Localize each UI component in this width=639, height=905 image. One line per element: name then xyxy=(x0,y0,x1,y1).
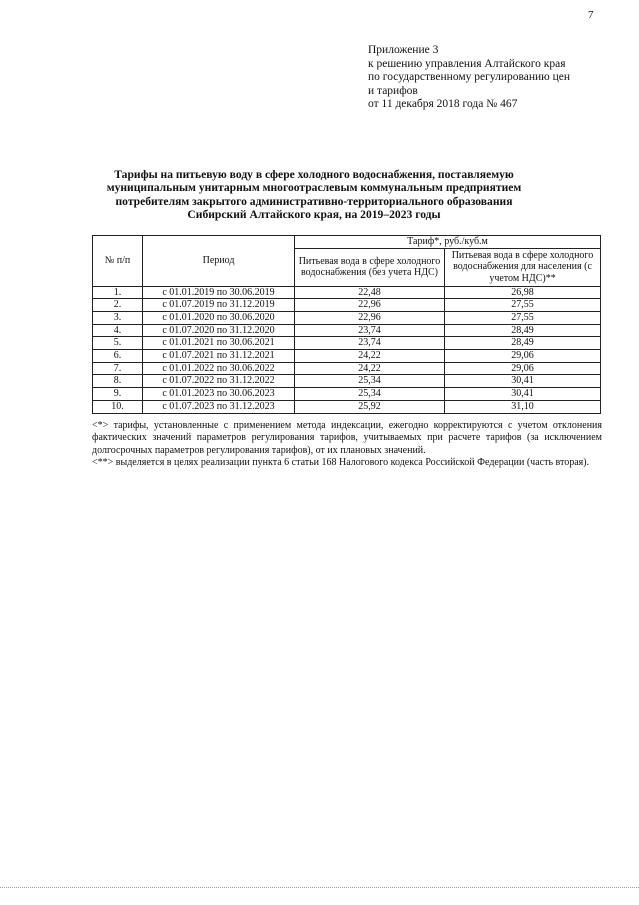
row-tariff-with-vat-cell: 27,55 xyxy=(445,311,601,324)
row-period-cell: с 01.01.2020 по 30.06.2020 xyxy=(143,311,295,324)
row-tariff-no-vat-cell: 25,34 xyxy=(295,388,445,401)
appendix-reference xyxy=(368,44,570,112)
row-period-cell: с 01.01.2021 по 30.06.2021 xyxy=(143,337,295,350)
table-row xyxy=(93,375,601,388)
row-period-cell: с 01.01.2019 по 30.06.2019 xyxy=(143,286,295,299)
row-number-cell: 7. xyxy=(93,362,143,375)
table-row xyxy=(93,337,601,350)
row-tariff-no-vat-cell: 24,22 xyxy=(295,350,445,363)
row-tariff-no-vat-cell: 22,48 xyxy=(295,286,445,299)
row-number-cell: 6. xyxy=(93,350,143,363)
title-line: Тарифы на питьевую воду в сфере холодного водоснабжения, поставляемую xyxy=(114,168,514,181)
appendix-line: от 11 декабря 2018 года № 467 xyxy=(368,98,518,111)
row-tariff-with-vat-cell: 29,06 xyxy=(445,350,601,363)
header-no-vat: Питьевая вода в сфере холодного водоснабжения (без учета НДС) xyxy=(295,248,445,286)
page-number: 7 xyxy=(588,9,594,21)
footnotes xyxy=(92,420,602,469)
row-period-cell: с 01.07.2021 по 31.12.2021 xyxy=(143,350,295,363)
row-number-cell: 2. xyxy=(93,299,143,312)
table-row xyxy=(93,286,601,299)
row-period-cell: с 01.07.2022 по 31.12.2022 xyxy=(143,375,295,388)
row-tariff-with-vat-cell: 27,55 xyxy=(445,299,601,312)
row-number-cell: 3. xyxy=(93,311,143,324)
row-tariff-no-vat-cell: 23,74 xyxy=(295,324,445,337)
header-with-vat: Питьевая вода в сфере холодного водоснабжения для населения (с учетом НДС)** xyxy=(445,248,601,286)
appendix-line: к решению управления Алтайского края xyxy=(368,57,566,70)
row-period-cell: с 01.07.2020 по 31.12.2020 xyxy=(143,324,295,337)
row-tariff-with-vat-cell: 31,10 xyxy=(445,400,601,413)
title-line: потребителям закрытого административно-территориального образования xyxy=(115,194,513,208)
header-number: № п/п xyxy=(93,236,143,287)
row-period-cell: с 01.01.2023 по 30.06.2023 xyxy=(143,388,295,401)
row-tariff-no-vat-cell: 22,96 xyxy=(295,311,445,324)
appendix-line: по государственному регулированию цен xyxy=(368,71,571,84)
row-tariff-no-vat-cell: 24,22 xyxy=(295,362,445,375)
table-row xyxy=(93,388,601,401)
footnote-double-star: <**> выделяется в целях реализации пункта 6 статьи 168 Налогового кодекса Российской Федерации (часть вторая). xyxy=(92,456,590,468)
document-title xyxy=(88,168,540,221)
row-tariff-no-vat-cell: 25,34 xyxy=(295,375,445,388)
row-tariff-with-vat-cell: 30,41 xyxy=(445,375,601,388)
tariff-table xyxy=(92,235,601,414)
footnote-single-star: <*> тарифы, установленные с применением метода индексации, ежегодно корректируются с учетом отклонения фактических значений параметров регулирования тарифов, учитываемых при расчете тарифов (за исключением долгосрочных параметров регулирования тарифов), от их плановых значений. xyxy=(92,420,602,456)
appendix-line: Приложение 3 xyxy=(368,44,439,56)
table-row xyxy=(93,324,601,337)
title-line: муниципальным унитарным многоотраслевым коммунальным предприятием xyxy=(106,181,522,195)
row-number-cell: 1. xyxy=(93,286,143,299)
row-number-cell: 5. xyxy=(93,337,143,350)
row-tariff-no-vat-cell: 22,96 xyxy=(295,299,445,312)
header-tariff: Тариф*, руб./куб.м xyxy=(295,236,601,249)
row-tariff-with-vat-cell: 28,49 xyxy=(445,324,601,337)
row-tariff-with-vat-cell: 30,41 xyxy=(445,388,601,401)
tariff-table-body xyxy=(93,286,601,413)
row-number-cell: 8. xyxy=(93,375,143,388)
row-number-cell: 4. xyxy=(93,324,143,337)
row-tariff-with-vat-cell: 26,98 xyxy=(445,286,601,299)
row-tariff-no-vat-cell: 25,92 xyxy=(295,400,445,413)
row-tariff-with-vat-cell: 29,06 xyxy=(445,362,601,375)
row-tariff-with-vat-cell: 28,49 xyxy=(445,337,601,350)
header-period: Период xyxy=(143,236,295,287)
table-row xyxy=(93,299,601,312)
bottom-divider xyxy=(0,887,639,888)
row-period-cell: с 01.07.2019 по 31.12.2019 xyxy=(143,299,295,312)
table-row xyxy=(93,311,601,324)
row-tariff-no-vat-cell: 23,74 xyxy=(295,337,445,350)
table-row xyxy=(93,400,601,413)
row-number-cell: 9. xyxy=(93,388,143,401)
table-row xyxy=(93,362,601,375)
row-number-cell: 10. xyxy=(93,400,143,413)
appendix-line: и тарифов xyxy=(368,84,418,97)
row-period-cell: с 01.01.2022 по 30.06.2022 xyxy=(143,362,295,375)
table-row xyxy=(93,350,601,363)
title-line: Сибирский Алтайского края, на 2019–2023 годы xyxy=(187,207,441,221)
row-period-cell: с 01.07.2023 по 31.12.2023 xyxy=(143,400,295,413)
